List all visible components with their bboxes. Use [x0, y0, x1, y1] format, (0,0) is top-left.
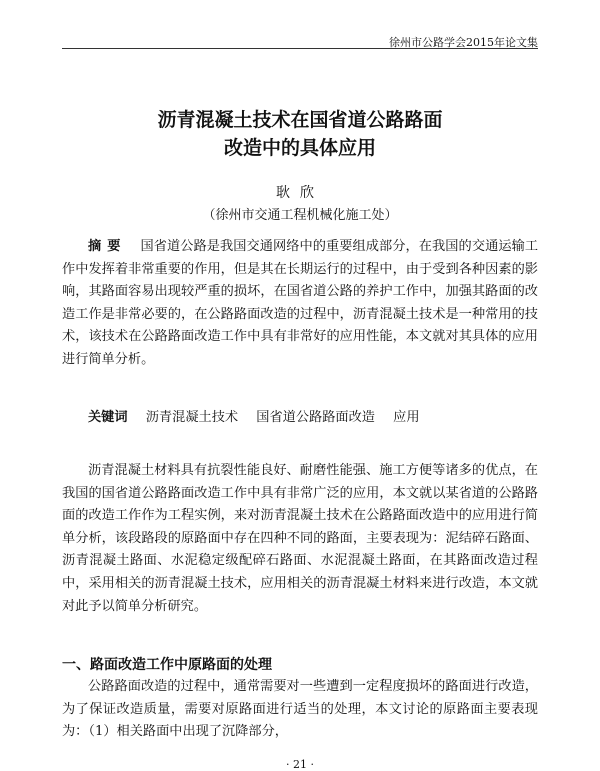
keyword-item: 沥青混凝土技术 — [145, 410, 239, 425]
author-name: 耿欣 — [276, 185, 324, 201]
running-head: 徐州市公路学会2015年论文集 — [389, 36, 538, 49]
header-rule — [62, 48, 538, 49]
keywords — [62, 406, 538, 425]
section-paragraph: 公路路面改造的过程中，通常需要对一些遭到一定程度损坏的路面进行改造，为了保证改造质量，需要对原路面进行适当的处理，本文讨论的原路面主要表现为：（1）相关路面中出现了沉降部分， — [62, 679, 538, 740]
keywords-label: 关键词 — [88, 410, 128, 425]
keyword-item: 国省道公路路面改造 — [256, 410, 375, 425]
title-line-1: 沥青混凝土技术在国省道公路路面 — [157, 109, 443, 131]
paper-title — [0, 106, 600, 162]
title-line-2: 改造中的具体应用 — [223, 137, 376, 159]
abstract-text: 国省道公路是我国交通网络中的重要组成部分，在我国的交通运输工作中发挥着非常重要的作用，但是其在长期运行的过程中，由于受到各种因素的影响，其路面容易出现较严重的损坏，在国省道公路的养护工作中，加强其路面的改造工作是非常必要的，在公路路面改造的过程中，沥青混凝土技术是一种常用的技术，该技术在公路路面改造工作中具有非常好的应用性能，本文就对其具体的应用进行简单分析。 — [62, 239, 539, 367]
abstract — [62, 236, 538, 372]
intro-paragraph: 沥青混凝土材料具有抗裂性能良好、耐磨性能强、施工方便等诸多的优点，在我国的国省道公路路面改造工作中具有非常广泛的应用，本文就以某省道的公路路面的改造工作作为工程实例，来对沥青混凝土技术在公路路面改造中的应用进行简单分析，该段路段的原路面中存在四种不同的路面，主要表现为：泥结碎石路面、沥青混凝土路面、水泥稳定级配碎石路面、水泥混凝土路面，在其路面改造过程中，采用相关的沥青混凝土技术，应用相关的沥青混凝土材料来进行改造，本文就对此予以简单分析研究。 — [62, 463, 538, 614]
abstract-label: 摘要 — [88, 239, 127, 254]
section-heading: 一、路面改造工作中原路面的处理 — [62, 657, 272, 673]
keyword-item: 应用 — [393, 410, 420, 425]
page-number: · 21 · — [286, 758, 314, 771]
author-affiliation: （徐州市交通工程机械化施工处） — [202, 208, 398, 223]
